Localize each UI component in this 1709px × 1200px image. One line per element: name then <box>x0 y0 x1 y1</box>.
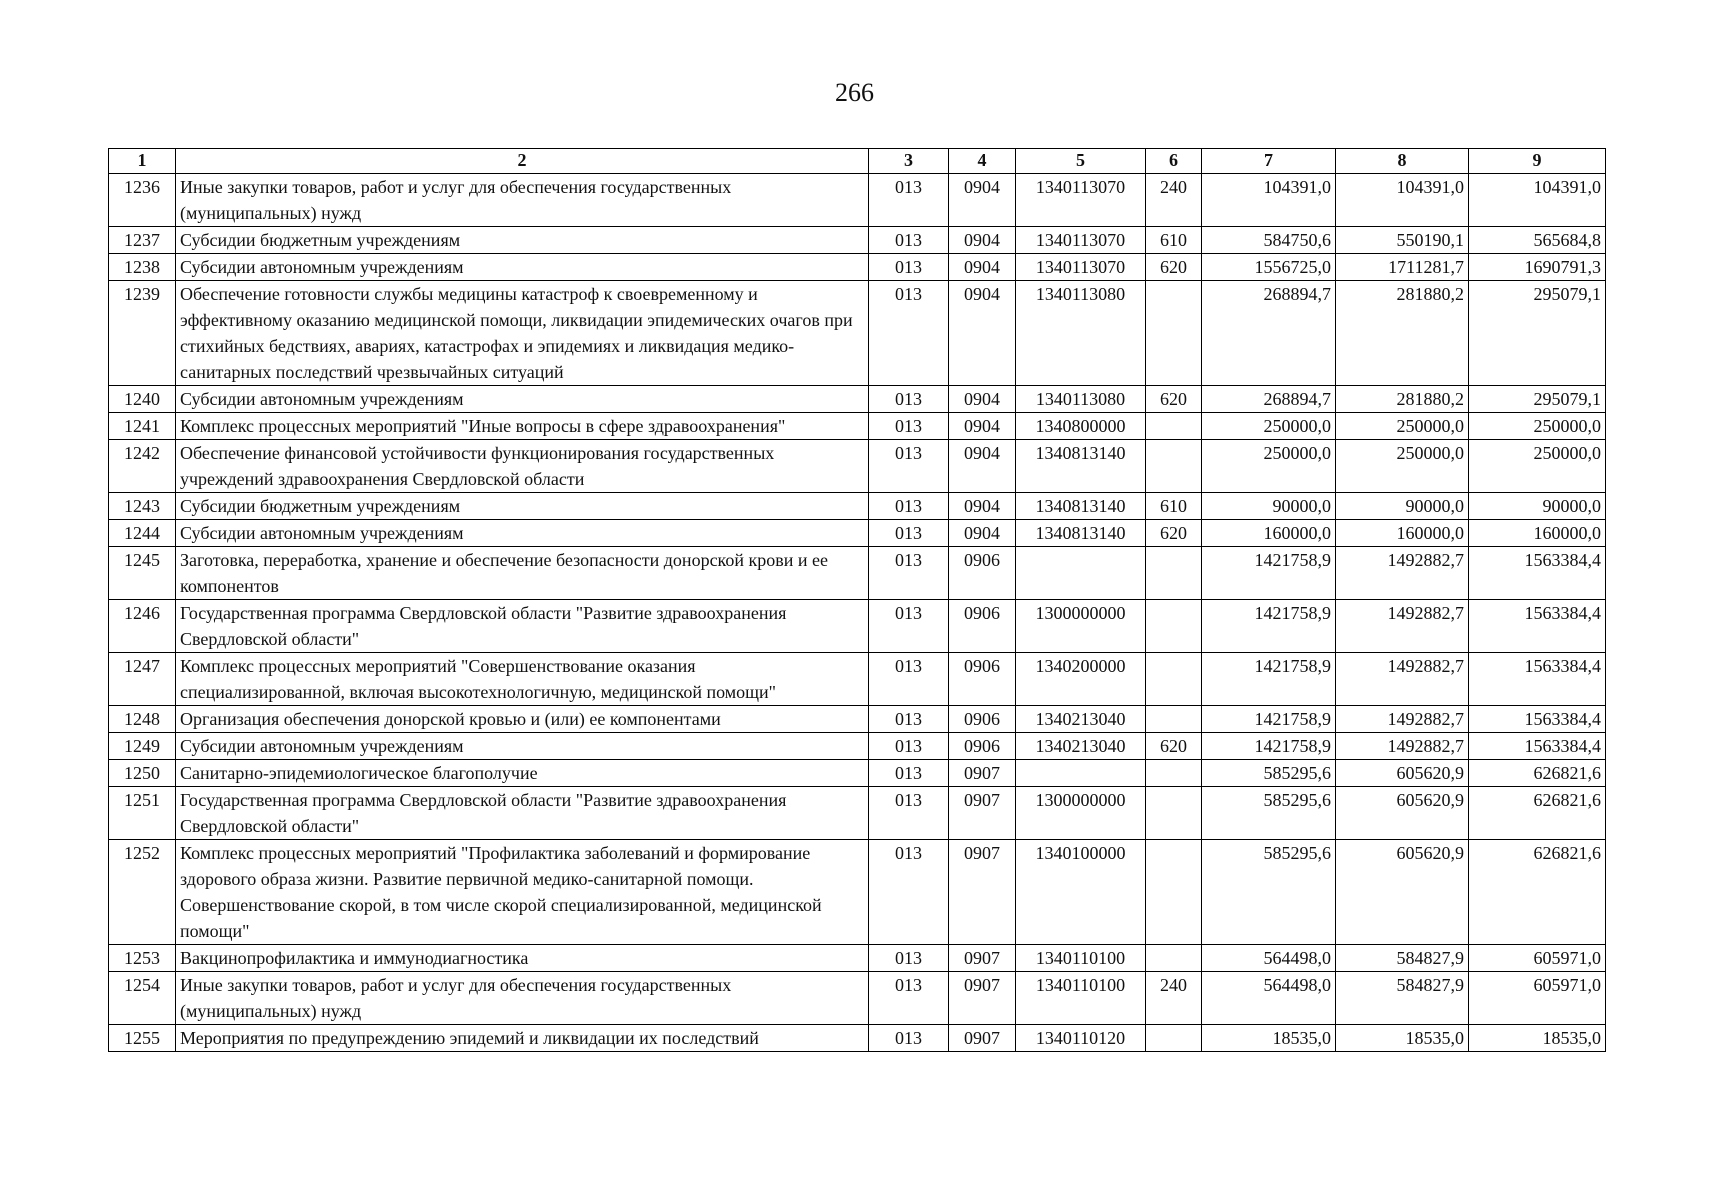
table-row <box>109 493 1606 520</box>
ministry-code: 013 <box>869 386 949 413</box>
row-name: Комплекс процессных мероприятий "Иные вопросы в сфере здравоохранения" <box>176 413 869 440</box>
amount-year-3: 605971,0 <box>1469 972 1606 1025</box>
column-header: 4 <box>949 149 1016 174</box>
amount-year-3: 295079,1 <box>1469 281 1606 386</box>
expense-type-code: 240 <box>1146 174 1202 227</box>
table-row <box>109 254 1606 281</box>
row-number: 1253 <box>109 945 176 972</box>
row-number: 1243 <box>109 493 176 520</box>
table-header-row <box>109 149 1606 174</box>
ministry-code: 013 <box>869 1025 949 1052</box>
row-number: 1245 <box>109 547 176 600</box>
row-name: Заготовка, переработка, хранение и обеспечение безопасности донорской крови и ее компонентов <box>176 547 869 600</box>
amount-year-2: 281880,2 <box>1336 281 1469 386</box>
target-article-code: 1340113070 <box>1016 174 1146 227</box>
amount-year-2: 550190,1 <box>1336 227 1469 254</box>
amount-year-3: 18535,0 <box>1469 1025 1606 1052</box>
table-row <box>109 653 1606 706</box>
expense-type-code <box>1146 706 1202 733</box>
table-body <box>109 174 1606 1052</box>
row-name: Комплекс процессных мероприятий "Совершенствование оказания специализированной, включая высокотехнологичную, медицинской помощи" <box>176 653 869 706</box>
amount-year-3: 626821,6 <box>1469 760 1606 787</box>
amount-year-3: 605971,0 <box>1469 945 1606 972</box>
column-header: 9 <box>1469 149 1606 174</box>
amount-year-1: 1421758,9 <box>1202 733 1336 760</box>
target-article-code <box>1016 760 1146 787</box>
target-article-code: 1340113080 <box>1016 386 1146 413</box>
section-code: 0907 <box>949 972 1016 1025</box>
row-name: Субсидии автономным учреждениям <box>176 254 869 281</box>
target-article-code: 1340110120 <box>1016 1025 1146 1052</box>
ministry-code: 013 <box>869 653 949 706</box>
expense-type-code <box>1146 1025 1202 1052</box>
amount-year-3: 1563384,4 <box>1469 600 1606 653</box>
row-name: Субсидии бюджетным учреждениям <box>176 493 869 520</box>
ministry-code: 013 <box>869 547 949 600</box>
row-name: Субсидии автономным учреждениям <box>176 386 869 413</box>
expense-type-code: 610 <box>1146 493 1202 520</box>
row-name: Организация обеспечения донорской кровью и (или) ее компонентами <box>176 706 869 733</box>
amount-year-1: 268894,7 <box>1202 386 1336 413</box>
column-header: 1 <box>109 149 176 174</box>
ministry-code: 013 <box>869 493 949 520</box>
section-code: 0904 <box>949 440 1016 493</box>
row-name: Иные закупки товаров, работ и услуг для обеспечения государственных (муниципальных) нужд <box>176 972 869 1025</box>
target-article-code: 1340200000 <box>1016 653 1146 706</box>
row-number: 1244 <box>109 520 176 547</box>
amount-year-1: 268894,7 <box>1202 281 1336 386</box>
amount-year-2: 605620,9 <box>1336 787 1469 840</box>
amount-year-1: 18535,0 <box>1202 1025 1336 1052</box>
table-row <box>109 733 1606 760</box>
section-code: 0906 <box>949 600 1016 653</box>
amount-year-1: 1421758,9 <box>1202 653 1336 706</box>
amount-year-2: 281880,2 <box>1336 386 1469 413</box>
row-name: Субсидии автономным учреждениям <box>176 520 869 547</box>
amount-year-2: 18535,0 <box>1336 1025 1469 1052</box>
target-article-code: 1340110100 <box>1016 972 1146 1025</box>
row-number: 1240 <box>109 386 176 413</box>
row-name: Субсидии автономным учреждениям <box>176 733 869 760</box>
amount-year-2: 1492882,7 <box>1336 653 1469 706</box>
row-number: 1242 <box>109 440 176 493</box>
target-article-code: 1340113070 <box>1016 227 1146 254</box>
amount-year-2: 250000,0 <box>1336 413 1469 440</box>
table-row <box>109 547 1606 600</box>
expense-type-code: 620 <box>1146 733 1202 760</box>
expense-type-code <box>1146 281 1202 386</box>
amount-year-2: 605620,9 <box>1336 760 1469 787</box>
expense-type-code <box>1146 760 1202 787</box>
section-code: 0907 <box>949 840 1016 945</box>
amount-year-1: 564498,0 <box>1202 972 1336 1025</box>
ministry-code: 013 <box>869 787 949 840</box>
amount-year-1: 1421758,9 <box>1202 706 1336 733</box>
ministry-code: 013 <box>869 945 949 972</box>
column-header: 2 <box>176 149 869 174</box>
table-row <box>109 840 1606 945</box>
section-code: 0907 <box>949 787 1016 840</box>
amount-year-1: 160000,0 <box>1202 520 1336 547</box>
row-number: 1251 <box>109 787 176 840</box>
row-name: Обеспечение финансовой устойчивости функционирования государственных учреждений здравоохранения Свердловской области <box>176 440 869 493</box>
amount-year-1: 1421758,9 <box>1202 600 1336 653</box>
column-header: 3 <box>869 149 949 174</box>
row-name: Санитарно-эпидемиологическое благополучие <box>176 760 869 787</box>
amount-year-3: 295079,1 <box>1469 386 1606 413</box>
table-row <box>109 1025 1606 1052</box>
section-code: 0904 <box>949 227 1016 254</box>
expense-type-code: 610 <box>1146 227 1202 254</box>
section-code: 0904 <box>949 413 1016 440</box>
expense-type-code: 620 <box>1146 520 1202 547</box>
table-row <box>109 413 1606 440</box>
row-number: 1255 <box>109 1025 176 1052</box>
amount-year-2: 1492882,7 <box>1336 733 1469 760</box>
section-code: 0906 <box>949 653 1016 706</box>
table-row <box>109 281 1606 386</box>
amount-year-1: 1421758,9 <box>1202 547 1336 600</box>
amount-year-1: 564498,0 <box>1202 945 1336 972</box>
table-row <box>109 227 1606 254</box>
row-number: 1249 <box>109 733 176 760</box>
row-name: Вакцинопрофилактика и иммунодиагностика <box>176 945 869 972</box>
target-article-code: 1340213040 <box>1016 706 1146 733</box>
target-article-code: 1340813140 <box>1016 520 1146 547</box>
ministry-code: 013 <box>869 254 949 281</box>
amount-year-1: 250000,0 <box>1202 440 1336 493</box>
target-article-code: 1300000000 <box>1016 600 1146 653</box>
table-row <box>109 706 1606 733</box>
ministry-code: 013 <box>869 281 949 386</box>
table-row <box>109 600 1606 653</box>
amount-year-2: 160000,0 <box>1336 520 1469 547</box>
expense-type-code <box>1146 945 1202 972</box>
amount-year-1: 104391,0 <box>1202 174 1336 227</box>
ministry-code: 013 <box>869 972 949 1025</box>
amount-year-1: 1556725,0 <box>1202 254 1336 281</box>
row-name: Мероприятия по предупреждению эпидемий и ликвидации их последствий <box>176 1025 869 1052</box>
expense-type-code <box>1146 653 1202 706</box>
table-row <box>109 386 1606 413</box>
amount-year-3: 626821,6 <box>1469 787 1606 840</box>
section-code: 0904 <box>949 281 1016 386</box>
row-number: 1247 <box>109 653 176 706</box>
amount-year-2: 1492882,7 <box>1336 547 1469 600</box>
amount-year-3: 90000,0 <box>1469 493 1606 520</box>
page-number: 266 <box>835 78 874 107</box>
amount-year-1: 585295,6 <box>1202 760 1336 787</box>
amount-year-3: 1563384,4 <box>1469 733 1606 760</box>
row-name: Комплекс процессных мероприятий "Профилактика заболеваний и формирование здорового образа жизни. Развитие первичной медико-санитарной помощи. Совершенствование скорой, в том числе скорой специализированной, медицинской помощи" <box>176 840 869 945</box>
section-code: 0904 <box>949 520 1016 547</box>
table-row <box>109 972 1606 1025</box>
amount-year-3: 565684,8 <box>1469 227 1606 254</box>
target-article-code: 1300000000 <box>1016 787 1146 840</box>
row-number: 1252 <box>109 840 176 945</box>
table-row <box>109 760 1606 787</box>
section-code: 0907 <box>949 1025 1016 1052</box>
expense-type-code <box>1146 787 1202 840</box>
table-row <box>109 520 1606 547</box>
amount-year-2: 1492882,7 <box>1336 600 1469 653</box>
table-row <box>109 174 1606 227</box>
expense-type-code <box>1146 547 1202 600</box>
amount-year-3: 250000,0 <box>1469 440 1606 493</box>
amount-year-2: 584827,9 <box>1336 972 1469 1025</box>
ministry-code: 013 <box>869 227 949 254</box>
amount-year-2: 584827,9 <box>1336 945 1469 972</box>
target-article-code: 1340113070 <box>1016 254 1146 281</box>
row-number: 1237 <box>109 227 176 254</box>
amount-year-3: 160000,0 <box>1469 520 1606 547</box>
row-number: 1254 <box>109 972 176 1025</box>
ministry-code: 013 <box>869 440 949 493</box>
amount-year-2: 1711281,7 <box>1336 254 1469 281</box>
section-code: 0906 <box>949 547 1016 600</box>
expense-type-code <box>1146 600 1202 653</box>
amount-year-3: 1563384,4 <box>1469 653 1606 706</box>
ministry-code: 013 <box>869 600 949 653</box>
table-row <box>109 945 1606 972</box>
ministry-code: 013 <box>869 706 949 733</box>
amount-year-3: 1563384,4 <box>1469 547 1606 600</box>
target-article-code: 1340213040 <box>1016 733 1146 760</box>
expense-type-code: 240 <box>1146 972 1202 1025</box>
amount-year-3: 1690791,3 <box>1469 254 1606 281</box>
row-number: 1248 <box>109 706 176 733</box>
column-header: 5 <box>1016 149 1146 174</box>
row-number: 1236 <box>109 174 176 227</box>
section-code: 0907 <box>949 945 1016 972</box>
section-code: 0904 <box>949 386 1016 413</box>
amount-year-3: 250000,0 <box>1469 413 1606 440</box>
target-article-code: 1340100000 <box>1016 840 1146 945</box>
amount-year-1: 584750,6 <box>1202 227 1336 254</box>
column-header: 7 <box>1202 149 1336 174</box>
row-name: Субсидии бюджетным учреждениям <box>176 227 869 254</box>
target-article-code <box>1016 547 1146 600</box>
row-name: Государственная программа Свердловской области "Развитие здравоохранения Свердловской области" <box>176 600 869 653</box>
budget-table <box>108 148 1606 1052</box>
row-number: 1250 <box>109 760 176 787</box>
amount-year-3: 1563384,4 <box>1469 706 1606 733</box>
amount-year-2: 104391,0 <box>1336 174 1469 227</box>
row-number: 1238 <box>109 254 176 281</box>
section-code: 0904 <box>949 493 1016 520</box>
target-article-code: 1340813140 <box>1016 440 1146 493</box>
column-header: 6 <box>1146 149 1202 174</box>
amount-year-2: 250000,0 <box>1336 440 1469 493</box>
amount-year-2: 605620,9 <box>1336 840 1469 945</box>
amount-year-3: 626821,6 <box>1469 840 1606 945</box>
ministry-code: 013 <box>869 760 949 787</box>
amount-year-1: 90000,0 <box>1202 493 1336 520</box>
ministry-code: 013 <box>869 840 949 945</box>
ministry-code: 013 <box>869 520 949 547</box>
row-number: 1246 <box>109 600 176 653</box>
amount-year-1: 585295,6 <box>1202 787 1336 840</box>
ministry-code: 013 <box>869 413 949 440</box>
expense-type-code <box>1146 413 1202 440</box>
row-number: 1239 <box>109 281 176 386</box>
expense-type-code: 620 <box>1146 254 1202 281</box>
target-article-code: 1340113080 <box>1016 281 1146 386</box>
section-code: 0906 <box>949 733 1016 760</box>
expense-type-code <box>1146 840 1202 945</box>
expense-type-code: 620 <box>1146 386 1202 413</box>
expense-type-code <box>1146 440 1202 493</box>
row-name: Обеспечение готовности службы медицины катастроф к своевременному и эффективному оказанию медицинской помощи, ликвидации эпидемических очагов при стихийных бедствиях, авариях, катастрофах и эпидемиях и ликвидация медико-санитарных последствий чрезвычайных ситуаций <box>176 281 869 386</box>
amount-year-3: 104391,0 <box>1469 174 1606 227</box>
row-number: 1241 <box>109 413 176 440</box>
row-name: Иные закупки товаров, работ и услуг для обеспечения государственных (муниципальных) нужд <box>176 174 869 227</box>
amount-year-2: 90000,0 <box>1336 493 1469 520</box>
section-code: 0906 <box>949 706 1016 733</box>
table-row <box>109 440 1606 493</box>
column-header: 8 <box>1336 149 1469 174</box>
section-code: 0904 <box>949 174 1016 227</box>
row-name: Государственная программа Свердловской области "Развитие здравоохранения Свердловской области" <box>176 787 869 840</box>
ministry-code: 013 <box>869 174 949 227</box>
table-row <box>109 787 1606 840</box>
section-code: 0904 <box>949 254 1016 281</box>
target-article-code: 1340800000 <box>1016 413 1146 440</box>
amount-year-2: 1492882,7 <box>1336 706 1469 733</box>
ministry-code: 013 <box>869 733 949 760</box>
amount-year-1: 250000,0 <box>1202 413 1336 440</box>
section-code: 0907 <box>949 760 1016 787</box>
target-article-code: 1340110100 <box>1016 945 1146 972</box>
amount-year-1: 585295,6 <box>1202 840 1336 945</box>
target-article-code: 1340813140 <box>1016 493 1146 520</box>
